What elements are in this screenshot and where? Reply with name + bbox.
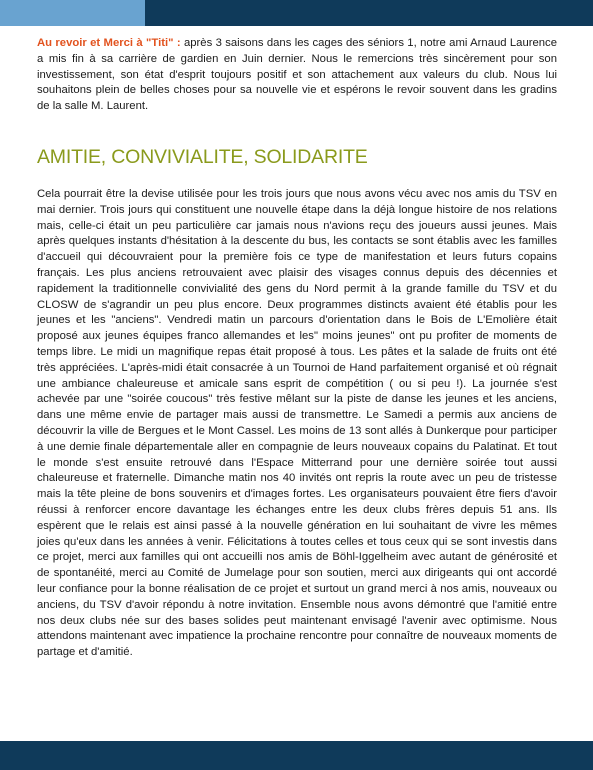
intro-text: après 3 saisons dans les cages des séniors 1, notre ami Arnaud Laurence a mis fin à sa carrière de gardien en Juin dernier. Nous le remercions très sincèrement pour son investissement, son état d'esprit toujours positif et son attachement aux valeurs du club. Nous lui souhaitons plein de belles choses pour sa nouvelle vie et espérons le revoir souvent dans les gradins de la salle M. Laurent. bbox=[37, 37, 557, 113]
header-band bbox=[0, 0, 593, 26]
intro-paragraph bbox=[37, 36, 557, 115]
header-band-light bbox=[0, 0, 145, 26]
page-content bbox=[37, 36, 557, 661]
section-title: AMITIE, CONVIVIALITE, SOLIDARITE bbox=[37, 145, 368, 168]
footer-band bbox=[0, 741, 593, 770]
intro-lead: Au revoir et Merci à "Titi" : bbox=[37, 37, 181, 49]
section-body: Cela pourrait être la devise utilisée pour les trois jours que nous avons vécu avec nos amis du TSV en mai dernier. Trois jours qui constituent une nouvelle étape dans la déjà longue histoire de nos relations mais, celle-ci était un peu particulière car jamais nous n'avions reçu des joueurs aussi jeunes. Mais après quelques instants d'hésitation à la descente du bus, les contacts se sont établis avec les familles d'accueil qui découvraient pour la première fois ce type de manifestation et leurs futurs copains français. Les plus anciens retrouvaient avec plaisir des visages connus depuis des décennies et rapidement la traditionnelle convivialité des gens du Nord permit à la grande famille du TSV et du CLOSW de s'agrandir un peu plus encore. Deux programmes distincts avaient été établis pour les jeunes et les "anciens". Vendredi matin un parcours d'orientation dans le Bois de L'Emolière était proposé aux jeunes équipes franco allemandes et les" moins jeunes" ont pu profiter de moments de temps libre. Le midi un magnifique repas était proposé à tous. Les pâtes et la salade de fruits ont été très appréciées. L'après-midi était consacrée à un Tournoi de Hand parfaitement organisé et où régnait une ambiance chaleureuse et amicale sans esprit de compétition ( ou si peu !). La journée s'est achevée par une "soirée coucous" très festive mêlant sur la piste de danse les jeunes et les anciens, dans une même envie de partager mais aussi de transmettre. Le Samedi a permis aux anciens de découvrir la ville de Bergues et le Mont Cassel. Les moins de 13 sont allés à Dunkerque pour participer à une demie finale départementale aller en compagnie de leurs nouveaux copains du Palatinat. Et tout le monde s'est ensuite retrouvé dans l'Espace Mitterrand pour une dernière soirée tout aussi chaleureuse et fraternelle. Dimanche matin nos 40 invités ont repris la route avec un peu de tristesse mais la tête pleine de bons souvenirs et d'images fortes. Les organisateurs pouvaient être fiers d'avoir réussi à renforcer encore davantage les échanges entre les deux clubs frères depuis 51 ans. Ils espèrent que le relais est ainsi passé à la nouvelle génération en lui souhaitant de vivre les mêmes joies qu'eux dans les années à venir. Félicitations à toutes celles et tous ceux qui se sont investis dans ce projet, merci aux familles qui ont accueilli nos amis de Böhl-Iggelheim avec autant de générosité et de spontanéité, merci au Comité de Jumelage pour son soutien, merci aux dirigeants qui ont accordé leur confiance pour la bonne réalisation de ce projet et surtout un grand merci à nos amis, nouveaux ou anciens, du TSV d'avoir répondu à notre invitation. Ensemble nous avons démontré que l'amitié entre nos deux clubs née sur des bases solides peut maintenant envisagé l'avenir avec optimisme. Nous attendons maintenant avec impatience la prochaine rencontre pour connaître de nouveaux moments de partage et d'amitié. bbox=[37, 187, 557, 659]
header-band-dark bbox=[145, 0, 593, 26]
